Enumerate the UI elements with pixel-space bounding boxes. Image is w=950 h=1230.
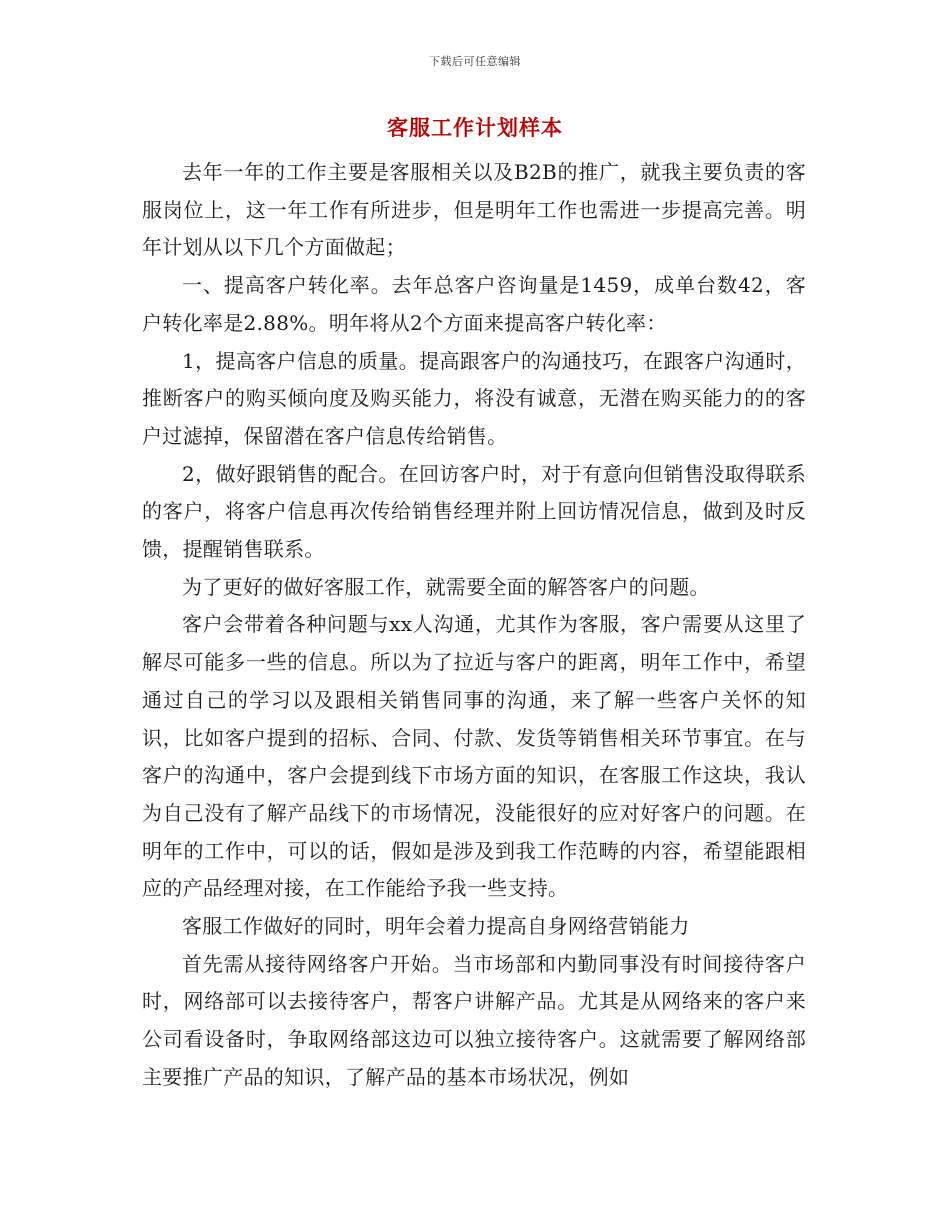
header-note: 下载后可任意编辑 [429, 55, 521, 68]
paragraph-item-1: 1，提高客户信息的质量。提高跟客户的沟通技巧，在跟客户沟通时，推断客户的购买倾向度及购买能力，将没有诚意，无潜在购买能力的的客户过滤掉，保留潜在客户信息传给销售。 [142, 348, 806, 448]
paragraph-customer-communication: 客户会带着各种问题与xx人沟通，尤其作为客服，客户需要从这里了解尽可能多一些的信息。所以为了拉近与客户的距离，明年工作中，希望通过自己的学习以及跟相关销售同事的沟通，来了解一些客户关怀的知识，比如客户提到的招标、合同、付款、发货等销售相关环节事宜。在与客户的沟通中，客户会提到线下市场方面的知识，在客服工作这块，我认为自己没有了解产品线下的市场情况，没能很好的应对好客户的问题。在明年的工作中，可以的话，假如是涉及到我工作范畴的内容，希望能跟相应的产品经理对接，在工作能给予我一些支持。 [142, 612, 806, 901]
document-body [142, 154, 806, 1097]
paragraph-marketing-ability: 客服工作做好的同时，明年会着力提高自身网络营销能力 [182, 914, 690, 939]
paragraph-conversion-rate: 一、提高客户转化率。去年总客户咨询量是1459，成单台数42，客户转化率是2.88%。明年将从2个方面来提高客户转化率： [142, 273, 806, 335]
document-title: 客服工作计划样本 [387, 115, 563, 140]
paragraph-reception: 首先需从接待网络客户开始。当市场部和内勤同事没有时间接待客户时，网络部可以去接待客户，帮客户讲解产品。尤其是从网络来的客户来公司看设备时，争取网络部这边可以独立接待客户。这就需要了解网络部主要推广产品的知识，了解产品的基本市场状况，例如 [142, 951, 806, 1089]
paragraph-item-2: 2，做好跟销售的配合。在回访客户时，对于有意向但销售没取得联系的客户，将客户信息再次传给销售经理并附上回访情况信息，做到及时反馈，提醒销售联系。 [142, 461, 806, 562]
paragraph-service-goal: 为了更好的做好客服工作，就需要全面的解答客户的问题。 [182, 574, 710, 599]
paragraph-intro: 去年一年的工作主要是客服相关以及B2B的推广，就我主要负责的客服岗位上，这一年工作有所进步，但是明年工作也需进一步提高完善。明年计划从以下几个方面做起； [142, 160, 806, 260]
